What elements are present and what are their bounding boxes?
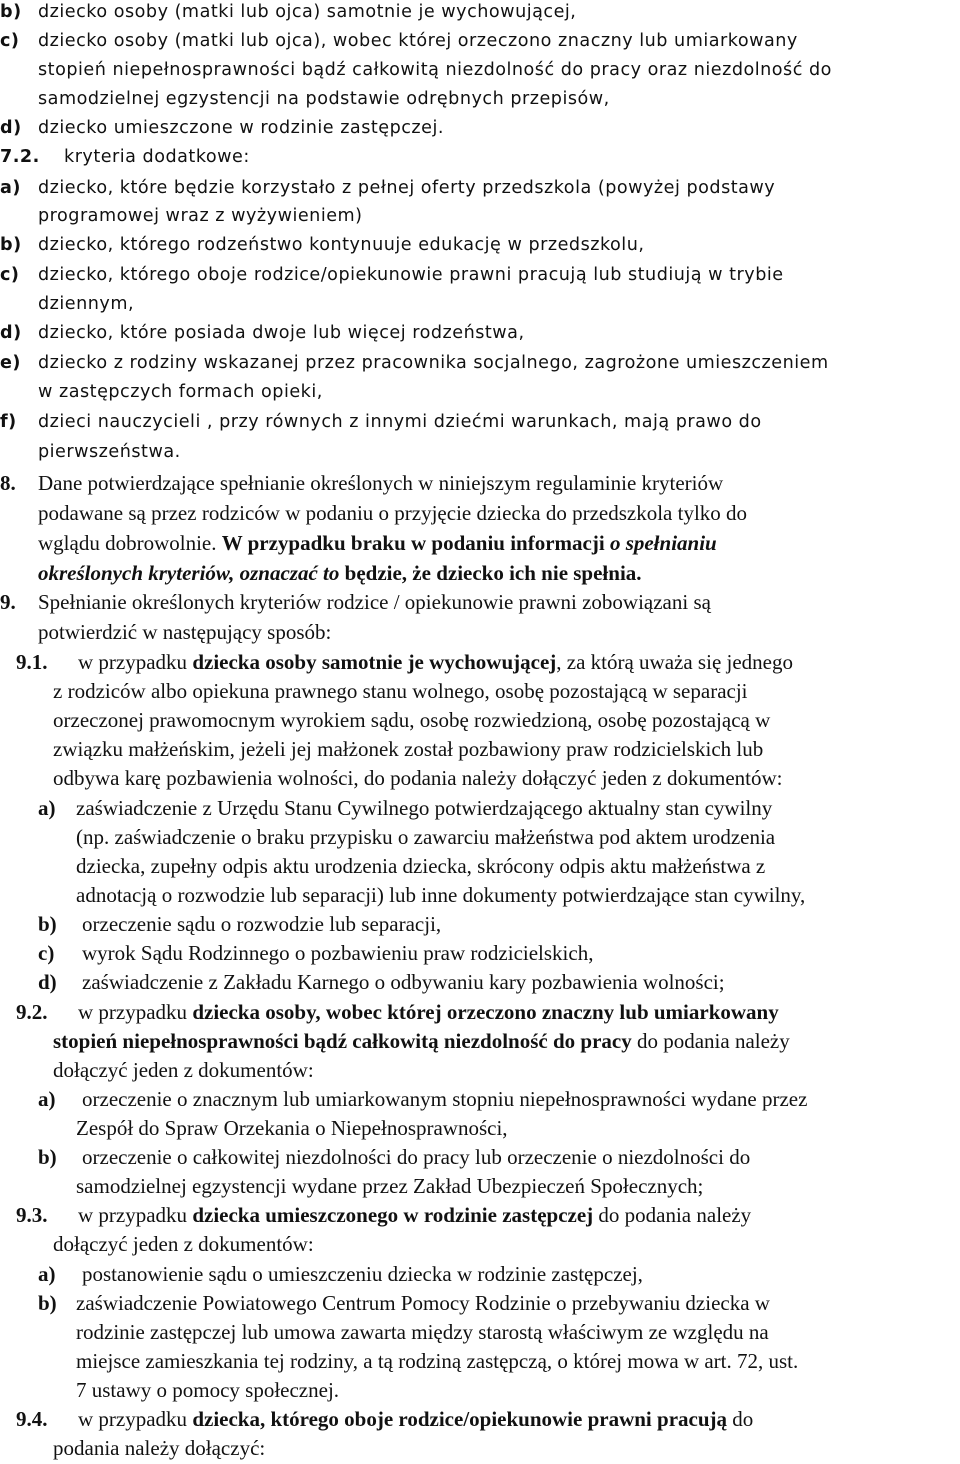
item-9-3-a xyxy=(38,1264,643,1285)
section-9-1-line3: orzeczonej prawomocnym wyrokiem sądu, osobę rozwiedzioną, osobę pozostającą w xyxy=(53,708,771,732)
section-9-line1 xyxy=(0,592,711,613)
item-label: b) xyxy=(0,2,22,22)
item-label: c) xyxy=(0,265,20,285)
section-9-2-line2 xyxy=(53,1031,790,1052)
bold-italic-text: określonych kryteriów, oznaczać to xyxy=(38,561,340,585)
item-9-1-d xyxy=(38,972,725,993)
item-7-1-c-line2: stopień niepełnosprawności bądź całkowitą niezdolność do pracy oraz niezdolność do xyxy=(38,60,832,80)
item-text: dziecko osoby (matki lub ojca), wobec której orzeczono znaczny lub umiarkowany xyxy=(38,31,798,51)
item-7-2-f xyxy=(0,414,762,432)
section-8-line2: podawane są przez rodziców w podaniu o przyjęcie dziecka do przedszkola tylko do xyxy=(38,501,748,525)
item-text: dziecko, które posiada dwoje lub więcej rodzeństwa, xyxy=(38,323,525,343)
section-8-line4 xyxy=(38,563,642,584)
item-7-1-d xyxy=(0,118,444,138)
item-label: a) xyxy=(38,1087,56,1111)
item-label: c) xyxy=(0,31,20,51)
item-7-1-c-line3: samodzielnej egzystencji na podstawie odrębnych przepisów, xyxy=(38,89,610,109)
item-9-2-b-line2: samodzielnej egzystencji wydane przez Zakład Ubezpieczeń Społecznych; xyxy=(76,1174,704,1198)
item-9-1-b xyxy=(38,914,441,935)
item-9-1-a-line3: dziecka, zupełny odpis aktu urodzenia dziecka, skrócony odpis aktu małżeństwa z xyxy=(76,854,766,878)
plain-text: do podania należy xyxy=(598,1203,752,1227)
item-text: wyrok Sądu Rodzinnego o pozbawieniu praw rodzicielskich, xyxy=(82,941,594,965)
item-label: b) xyxy=(0,235,22,255)
item-text: orzeczenie o znacznym lub umiarkowanym stopniu niepełnosprawności wydane przez xyxy=(82,1087,808,1111)
item-text: postanowienie sądu o umieszczeniu dziecka w rodzinie zastępczej, xyxy=(82,1262,643,1286)
item-label: b) xyxy=(38,1145,57,1169)
item-7-1-b xyxy=(0,4,576,22)
item-text: zaświadczenie z Zakładu Karnego o odbywaniu kary pozbawienia wolności; xyxy=(82,970,725,994)
plain-text: wglądu dobrowolnie. xyxy=(38,531,217,555)
section-number: 9.1. xyxy=(16,650,48,674)
item-7-2-e-line2: w zastępczych formach opieki, xyxy=(38,382,323,402)
plain-text: do xyxy=(732,1407,754,1431)
plain-text: w przypadku xyxy=(78,650,188,674)
plain-text: do podania należy xyxy=(636,1029,790,1053)
item-7-2-f-line2: pierwszeństwa. xyxy=(38,442,181,462)
section-9-2-line3: dołączyć jeden z dokumentów: xyxy=(53,1058,314,1082)
section-9-4-line1 xyxy=(16,1409,753,1430)
item-text: orzeczenie sądu o rozwodzie lub separacji, xyxy=(82,912,442,936)
plain-text: w przypadku xyxy=(78,1407,188,1431)
plain-text: , za którą uważa się jednego xyxy=(556,650,793,674)
item-text: zaświadczenie z Urzędu Stanu Cywilnego potwierdzającego aktualny stan cywilny xyxy=(76,796,773,820)
item-text: dziecko, którego oboje rodzice/opiekunowie prawni pracują lub studiują w trybie xyxy=(38,265,784,285)
section-9-1-line4: związku małżeńskim, jeżeli jej małżonek został pozbawiony praw rodzicielskich lub xyxy=(53,737,764,761)
item-label: a) xyxy=(0,178,21,198)
section-number: 9. xyxy=(0,590,16,614)
item-7-2-a-line2: programowej wraz z wyżywieniem) xyxy=(38,206,363,226)
item-label: b) xyxy=(38,1291,57,1315)
section-9-3-line1 xyxy=(16,1205,751,1226)
item-9-1-a-line4: adnotacją o rozwodzie lub separacji) lub inne dokumenty potwierdzające stan cywilny, xyxy=(76,883,806,907)
section-number: 8. xyxy=(0,471,16,495)
section-8-line1 xyxy=(0,473,723,494)
bold-text: stopień niepełnosprawności bądź całkowitą niezdolność do pracy xyxy=(53,1029,632,1053)
item-text: dziecko, którego rodzeństwo kontynuuje edukację w przedszkolu, xyxy=(38,235,645,255)
plain-text: w przypadku xyxy=(78,1203,188,1227)
plain-text: w przypadku xyxy=(78,1000,188,1024)
item-9-1-c xyxy=(38,943,593,964)
item-7-2-e xyxy=(0,355,829,373)
item-label: d) xyxy=(38,970,57,994)
item-7-2-c-line2: dziennym, xyxy=(38,294,135,314)
bold-text: będzie, że dziecko ich nie spełnia. xyxy=(344,561,642,585)
section-9-1-line2: z rodziców albo opiekuna prawnego stanu wolnego, osobę pozostającą w separacji xyxy=(53,679,748,703)
bold-text: dziecka umieszczonego w rodzinie zastępczej xyxy=(192,1203,594,1227)
item-label: a) xyxy=(38,796,56,820)
section-number: 9.2. xyxy=(16,1000,48,1024)
item-9-1-a xyxy=(38,798,772,819)
item-label: d) xyxy=(0,118,22,138)
item-label: f) xyxy=(0,412,17,432)
item-text: dzieci nauczycieli , przy równych z innymi dziećmi warunkach, mają prawo do xyxy=(38,412,762,432)
section-8-line3 xyxy=(38,533,717,554)
item-text: dziecko osoby (matki lub ojca) samotnie je wychowującej, xyxy=(38,2,577,22)
item-9-3-b xyxy=(38,1293,770,1314)
item-label: d) xyxy=(0,323,22,343)
item-7-2-b xyxy=(0,237,644,255)
item-9-1-a-line2: (np. zaświadczenie o braku przypisku o zawarciu małżeństwa pod aktem urodzenia xyxy=(76,825,776,849)
item-label: e) xyxy=(0,353,21,373)
bold-text: dziecka osoby, wobec której orzeczono znaczny lub umiarkowany xyxy=(192,1000,779,1024)
section-9-4-line2: podania należy dołączyć: xyxy=(53,1436,266,1460)
bold-text: dziecka, którego oboje rodzice/opiekunowie prawni pracują xyxy=(192,1407,728,1431)
section-number: 7.2. xyxy=(0,147,40,167)
item-9-2-a xyxy=(38,1089,807,1110)
item-text: dziecko z rodziny wskazanej przez pracownika socjalnego, zagrożone umieszczeniem xyxy=(38,353,829,373)
section-9-3-line2: dołączyć jeden z dokumentów: xyxy=(53,1232,314,1256)
item-label: a) xyxy=(38,1262,56,1286)
item-7-1-c xyxy=(0,33,956,51)
section-number: 9.4. xyxy=(16,1407,48,1431)
bold-text: W przypadku braku w podaniu informacji xyxy=(221,531,605,555)
section-9-line2: potwierdzić w następujący sposób: xyxy=(38,620,332,644)
item-text: zaświadczenie Powiatowego Centrum Pomocy Rodzinie o przebywaniu dziecka w xyxy=(76,1291,770,1315)
item-9-3-b-line3: miejsce zamieszkania tej rodziny, a tą rodziną zastępczą, o której mowa w art. 72, ust. xyxy=(76,1349,799,1373)
item-7-2-d xyxy=(0,325,525,343)
item-9-2-a-line2: Zespół do Spraw Orzekania o Niepełnosprawności, xyxy=(76,1116,508,1140)
item-text: orzeczenie o całkowitej niezdolności do pracy lub orzeczenie o niezdolności do xyxy=(82,1145,751,1169)
section-9-1-line5: odbywa karę pozbawienia wolności, do podania należy dołączyć jeden z dokumentów: xyxy=(53,766,783,790)
item-text: dziecko umieszczone w rodzinie zastępczej. xyxy=(38,118,444,138)
section-title: kryteria dodatkowe: xyxy=(64,147,250,167)
item-9-3-b-line4: 7 ustawy o pomocy społecznej. xyxy=(76,1378,340,1402)
item-label: b) xyxy=(38,912,57,936)
section-text: Dane potwierdzające spełnianie określonych w niniejszym regulaminie kryteriów xyxy=(38,471,724,495)
section-9-2-line1 xyxy=(16,1002,779,1023)
bold-text: dziecka osoby samotnie je wychowującej xyxy=(192,650,557,674)
item-7-2-a xyxy=(0,180,956,198)
bold-italic-text: o spełnianiu xyxy=(609,531,717,555)
section-7-2-heading xyxy=(0,149,250,167)
section-number: 9.3. xyxy=(16,1203,48,1227)
item-9-2-b xyxy=(38,1147,750,1168)
item-label: c) xyxy=(38,941,55,965)
item-text: dziecko, które będzie korzystało z pełnej oferty przedszkola (powyżej podstawy xyxy=(38,178,776,198)
section-text: Spełnianie określonych kryteriów rodzice / opiekunowie prawni zobowiązani są xyxy=(38,590,711,614)
item-7-2-c xyxy=(0,267,956,285)
item-9-3-b-line2: rodzinie zastępczej lub umowa zawarta między starostą właściwym ze względu na xyxy=(76,1320,769,1344)
section-9-1-line1 xyxy=(16,652,793,673)
